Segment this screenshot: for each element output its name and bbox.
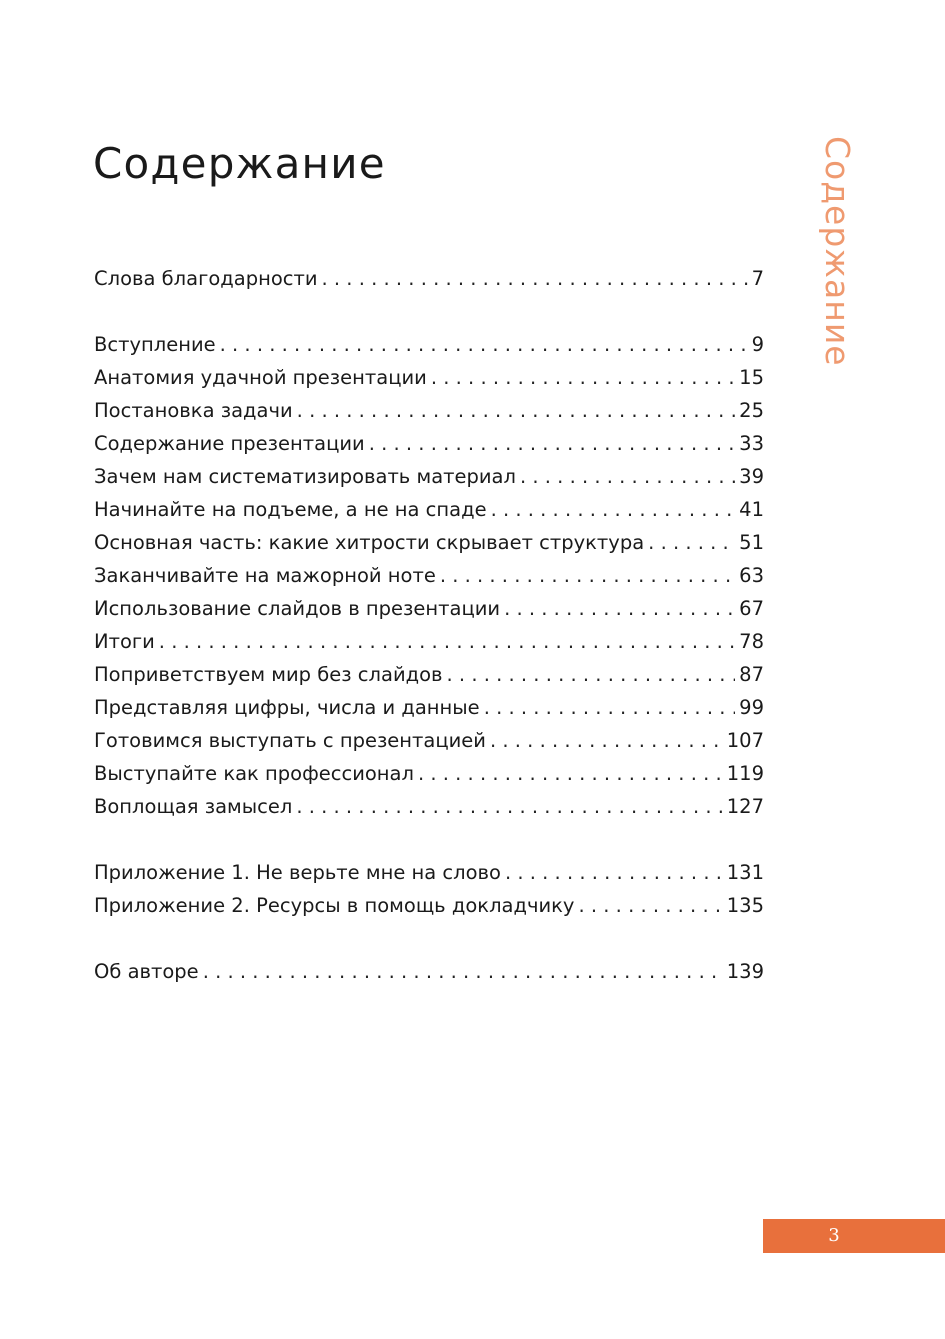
table-of-contents xyxy=(94,262,764,1021)
toc-entry[interactable] xyxy=(94,427,764,460)
toc-entry-label: Заканчивайте на мажорной ноте xyxy=(94,564,436,587)
toc-entry-label: Представляя цифры, числа и данные xyxy=(94,696,480,719)
toc-group xyxy=(94,955,764,988)
toc-entry-page: 107 xyxy=(726,729,764,752)
toc-entry-label: Приложение 2. Ресурсы в помощь докладчику xyxy=(94,894,575,917)
toc-entry-page: 135 xyxy=(726,894,764,917)
toc-entry-page: 87 xyxy=(739,663,764,686)
page-number-tab xyxy=(763,1219,945,1253)
toc-leader-dots xyxy=(447,658,736,691)
toc-leader-dots xyxy=(490,724,723,757)
toc-entry-page: 9 xyxy=(751,333,764,356)
toc-entry-label: Воплощая замысел xyxy=(94,795,293,818)
toc-entry-label: Об авторе xyxy=(94,960,199,983)
toc-leader-dots xyxy=(159,625,735,658)
toc-entry-page: 67 xyxy=(739,597,764,620)
toc-leader-dots xyxy=(520,460,735,493)
toc-entry-page: 25 xyxy=(739,399,764,422)
toc-entry[interactable] xyxy=(94,361,764,394)
toc-entry-label: Начинайте на подъеме, а не на спаде xyxy=(94,498,487,521)
toc-entry[interactable] xyxy=(94,262,764,295)
toc-group xyxy=(94,262,764,295)
toc-entry-label: Итоги xyxy=(94,630,155,653)
toc-entry[interactable] xyxy=(94,790,764,823)
toc-leader-dots xyxy=(220,328,748,361)
toc-entry-page: 139 xyxy=(726,960,764,983)
toc-group xyxy=(94,856,764,922)
toc-leader-dots xyxy=(578,889,722,922)
toc-leader-dots xyxy=(505,856,723,889)
side-running-title: Содержание xyxy=(818,136,857,367)
toc-entry[interactable] xyxy=(94,658,764,691)
toc-entry-label: Основная часть: какие хитрости скрывает структура xyxy=(94,531,645,554)
toc-entry-label: Анатомия удачной презентации xyxy=(94,366,427,389)
toc-entry-label: Поприветствуем мир без слайдов xyxy=(94,663,443,686)
toc-leader-dots xyxy=(648,526,735,559)
toc-entry-label: Приложение 1. Не верьте мне на слово xyxy=(94,861,501,884)
toc-leader-dots xyxy=(491,493,736,526)
toc-leader-dots xyxy=(440,559,735,592)
toc-entry-page: 7 xyxy=(751,267,764,290)
toc-entry-page: 99 xyxy=(739,696,764,719)
toc-entry-page: 51 xyxy=(739,531,764,554)
toc-leader-dots xyxy=(484,691,735,724)
toc-entry[interactable] xyxy=(94,724,764,757)
toc-entry[interactable] xyxy=(94,460,764,493)
toc-entry-label: Слова благодарности xyxy=(94,267,318,290)
toc-entry-label: Готовимся выступать с презентацией xyxy=(94,729,486,752)
toc-leader-dots xyxy=(296,790,722,823)
toc-leader-dots xyxy=(431,361,735,394)
toc-entry[interactable] xyxy=(94,691,764,724)
toc-leader-dots xyxy=(322,262,748,295)
toc-entry[interactable] xyxy=(94,625,764,658)
toc-group xyxy=(94,328,764,823)
toc-entry-label: Зачем нам систематизировать материал xyxy=(94,465,516,488)
toc-entry-page: 127 xyxy=(726,795,764,818)
toc-entry-label: Использование слайдов в презентации xyxy=(94,597,501,620)
toc-entry-page: 33 xyxy=(739,432,764,455)
toc-entry-label: Вступление xyxy=(94,333,216,356)
toc-entry[interactable] xyxy=(94,328,764,361)
toc-entry[interactable] xyxy=(94,889,764,922)
toc-entry-page: 119 xyxy=(726,762,764,785)
toc-entry[interactable] xyxy=(94,559,764,592)
page-number: 3 xyxy=(828,1225,840,1246)
toc-entry-label: Содержание презентации xyxy=(94,432,365,455)
toc-leader-dots xyxy=(369,427,735,460)
toc-entry-page: 78 xyxy=(739,630,764,653)
toc-entry[interactable] xyxy=(94,955,764,988)
toc-entry-label: Выступайте как профессионал xyxy=(94,762,414,785)
toc-leader-dots xyxy=(504,592,735,625)
page-title: Содержание xyxy=(93,139,386,188)
toc-leader-dots xyxy=(297,394,736,427)
toc-entry-page: 15 xyxy=(739,366,764,389)
toc-entry[interactable] xyxy=(94,592,764,625)
toc-entry[interactable] xyxy=(94,856,764,889)
toc-entry-page: 41 xyxy=(739,498,764,521)
toc-entry-page: 39 xyxy=(739,465,764,488)
toc-entry[interactable] xyxy=(94,526,764,559)
toc-entry[interactable] xyxy=(94,757,764,790)
toc-entry-page: 63 xyxy=(739,564,764,587)
toc-leader-dots xyxy=(418,757,723,790)
toc-leader-dots xyxy=(203,955,723,988)
toc-entry-label: Постановка задачи xyxy=(94,399,293,422)
toc-entry[interactable] xyxy=(94,493,764,526)
toc-entry[interactable] xyxy=(94,394,764,427)
toc-entry-page: 131 xyxy=(726,861,764,884)
